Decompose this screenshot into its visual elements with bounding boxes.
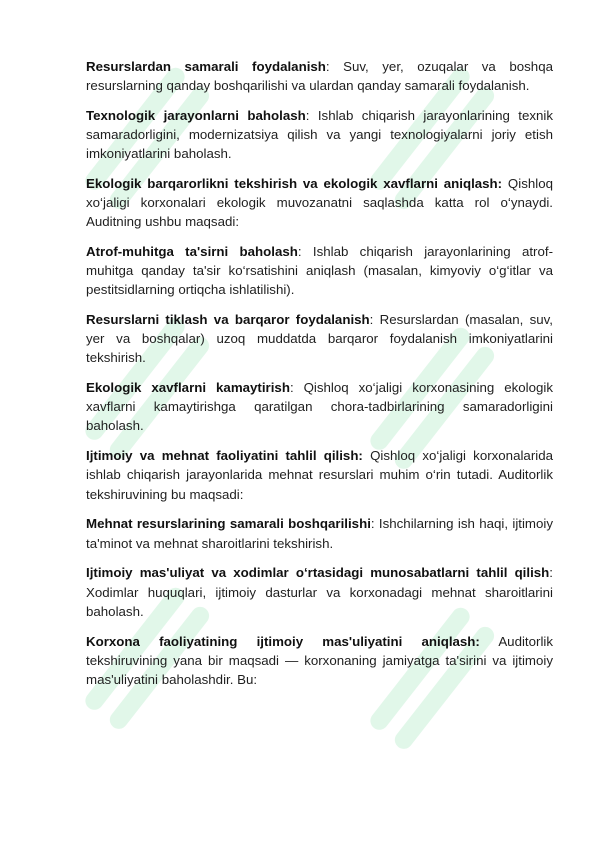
paragraph	[86, 174, 553, 231]
paragraph-text: : Qishloq xo‘jaligi korxonasining ekologik xavflarni kamaytirishga qaratilgan chora-tadbirlarining samaradorligini baholash.	[86, 380, 553, 434]
paragraph-text: Qishloq xo‘jaligi korxonalari ekologik muvozanatni saqlashda katta rol o‘ynaydi. Auditning ushbu maqsadi:	[86, 176, 553, 230]
paragraph	[86, 632, 553, 689]
paragraph-heading: Ijtimoiy mas'uliyat va xodimlar o‘rtasidagi munosabatlarni tahlil qilish	[86, 565, 550, 581]
paragraph-text: Auditorlik tekshiruvining yana bir maqsadi — korxonaning jamiyatga ta'sirini va ijtimoiy mas'uliyatini baholashdir. Bu:	[86, 633, 554, 687]
paragraph-text: : Ishchilarning ish haqi, ijtimoiy ta'minot va mehnat sharoitlarini tekshirish.	[86, 516, 554, 551]
paragraph	[86, 446, 553, 503]
document-body	[86, 57, 553, 700]
paragraph	[86, 242, 553, 299]
paragraph-text: : Ishlab chiqarish jarayonlarining texnik samaradorligini, modernizatsiya qilish va yangi texnologiyalarni joriy etish imkoniyatlarini baholash.	[86, 107, 553, 162]
paragraph	[86, 310, 553, 367]
paragraph	[86, 563, 553, 620]
paragraph-heading: Mehnat resurslarining samarali boshqarilishi	[86, 516, 371, 532]
paragraph-text: : Ishlab chiqarish jarayonlarining atrof-muhitga qanday ta'sir ko‘rsatishini aniqlash (masalan, kimyoviy o‘g‘itlar va pestitsidlarning ortiqcha ishlatilishi).	[86, 244, 554, 298]
paragraph-heading: Resurslarni tiklash va barqaror foydalanish	[86, 312, 370, 328]
paragraph	[86, 57, 553, 95]
paragraph-heading: Atrof-muhitga ta'sirni baholash	[86, 244, 298, 260]
paragraph-heading: Resurslardan samarali foydalanish	[86, 59, 326, 74]
paragraph	[86, 106, 553, 163]
paragraph-heading: Texnologik jarayonlarni baholash	[86, 107, 306, 123]
paragraph	[86, 514, 553, 552]
paragraph-text: Qishloq xo‘jaligi korxonalarida ishlab chiqarish jarayonlarida mehnat resurslari muhim o‘rin tutadi. Auditorlik tekshiruvining bu maqsadi:	[86, 448, 553, 502]
paragraph-text: : Xodimlar huquqlari, ijtimoiy dasturlar va korxonadagi mehnat sharoitlarini baholash.	[86, 565, 553, 619]
paragraph-heading: Korxona faoliyatining ijtimoiy mas'uliyatini aniqlash:	[86, 633, 480, 649]
paragraph	[86, 378, 553, 435]
paragraph-heading: Ekologik xavflarni kamaytirish	[86, 380, 290, 396]
paragraph-heading: Ekologik barqarorlikni tekshirish va ekologik xavflarni aniqlash:	[86, 176, 503, 192]
paragraph-heading: Ijtimoiy va mehnat faoliyatini tahlil qilish:	[86, 448, 363, 464]
paragraph-text: : Suv, yer, ozuqalar va boshqa resurslarning qanday boshqarilishi va ulardan qanday samarali foydalanish.	[86, 59, 553, 94]
paragraph-text: : Resurslardan (masalan, suv, yer va boshqalar) uzoq muddatda barqaror foydalanish imkoniyatlarini tekshirish.	[86, 312, 553, 366]
